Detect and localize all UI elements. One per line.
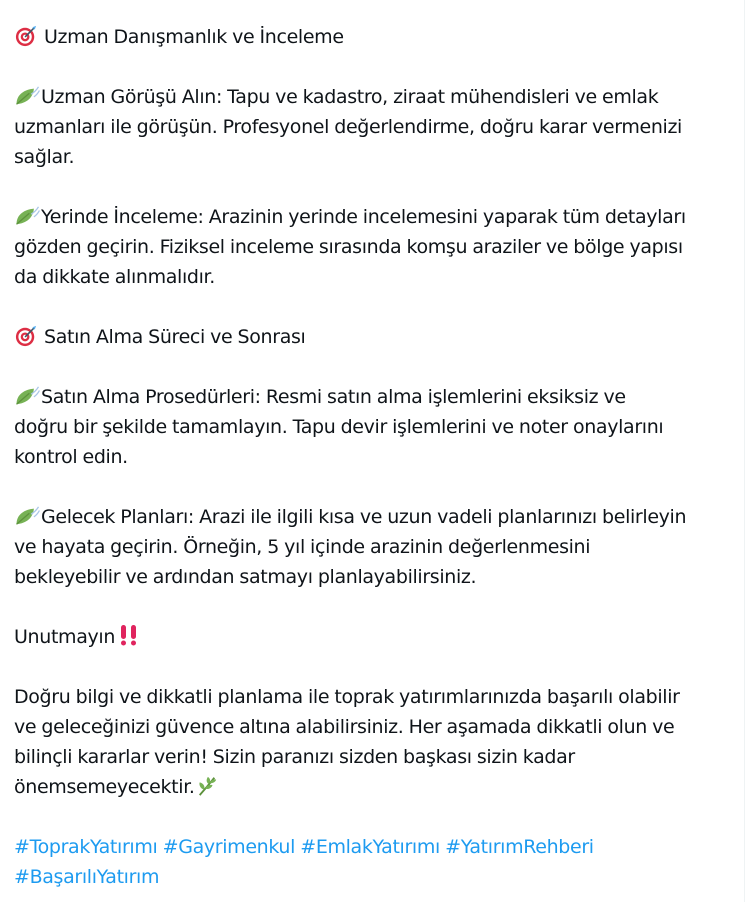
hashtag-link-toprak-yatirimi[interactable]: #ToprakYatırımı xyxy=(14,836,158,858)
timeline-divider xyxy=(744,0,745,902)
paragraph-site-inspection: Yerinde İnceleme: Arazinin yerinde incelemesini yaparak tüm detayları gözden geçirin. Fiziksel inceleme sırasında komşu araziler ve bölge yapısı da dikkate alınmalıdır. xyxy=(14,206,686,288)
leaf-fluttering-in-wind-icon xyxy=(14,505,41,527)
herb-sprout-icon xyxy=(195,775,219,797)
hashtag-list xyxy=(14,832,730,892)
paragraph-future-plans: Gelecek Planları: Arazi ile ilgili kısa ve uzun vadeli planlarınızı belirleyin ve hayata geçirin. Örneğin, 5 yıl içinde arazinin değerlenmesini bekleyebilir ve ardından satmayı planlayabilirsiniz. xyxy=(14,506,687,588)
double-exclamation-icon xyxy=(118,624,140,646)
hashtag-link-basarili-yatirim[interactable]: #BaşarılıYatırım xyxy=(14,866,160,888)
direct-hit-target-icon xyxy=(14,25,38,47)
reminder-line: Unutmayın xyxy=(14,622,730,652)
direct-hit-target-icon xyxy=(14,325,38,347)
tweet-text xyxy=(14,22,730,892)
leaf-fluttering-in-wind-icon xyxy=(14,85,41,107)
hashtag-link-gayrimenkul[interactable]: #Gayrimenkul xyxy=(162,836,296,858)
section-heading-purchase-process: Satın Alma Süreci ve Sonrası xyxy=(14,322,730,352)
hashtag-link-yatirim-rehberi[interactable]: #YatırımRehberi xyxy=(445,836,594,858)
paragraph-purchase-procedures: Satın Alma Prosedürleri: Resmi satın alma işlemlerini eksiksiz ve doğru bir şekilde tamamlayın. Tapu devir işlemlerini ve noter onaylarını kontrol edin. xyxy=(14,386,664,468)
leaf-fluttering-in-wind-icon xyxy=(14,385,41,407)
paragraph-closing: Doğru bilgi ve dikkatli planlama ile toprak yatırımlarınızda başarılı olabilir ve geleceğinizi güvence altına alabilirsiniz. Her aşamada dikkatli olun ve bilinçli kararlar verin! Sizin paranızı sizden başkası sizin kadar önemsemeyecektir. xyxy=(14,686,680,798)
leaf-fluttering-in-wind-icon xyxy=(14,205,41,227)
paragraph-expert-opinion: Uzman Görüşü Alın: Tapu ve kadastro, ziraat mühendisleri ve emlak uzmanları ile görüşün. Profesyonel değerlendirme, doğru karar vermenizi sağlar. xyxy=(14,86,682,168)
section-heading-expert-review: Uzman Danışmanlık ve İnceleme xyxy=(14,22,730,52)
hashtag-link-emlak-yatirimi[interactable]: #EmlakYatırımı xyxy=(300,836,440,858)
